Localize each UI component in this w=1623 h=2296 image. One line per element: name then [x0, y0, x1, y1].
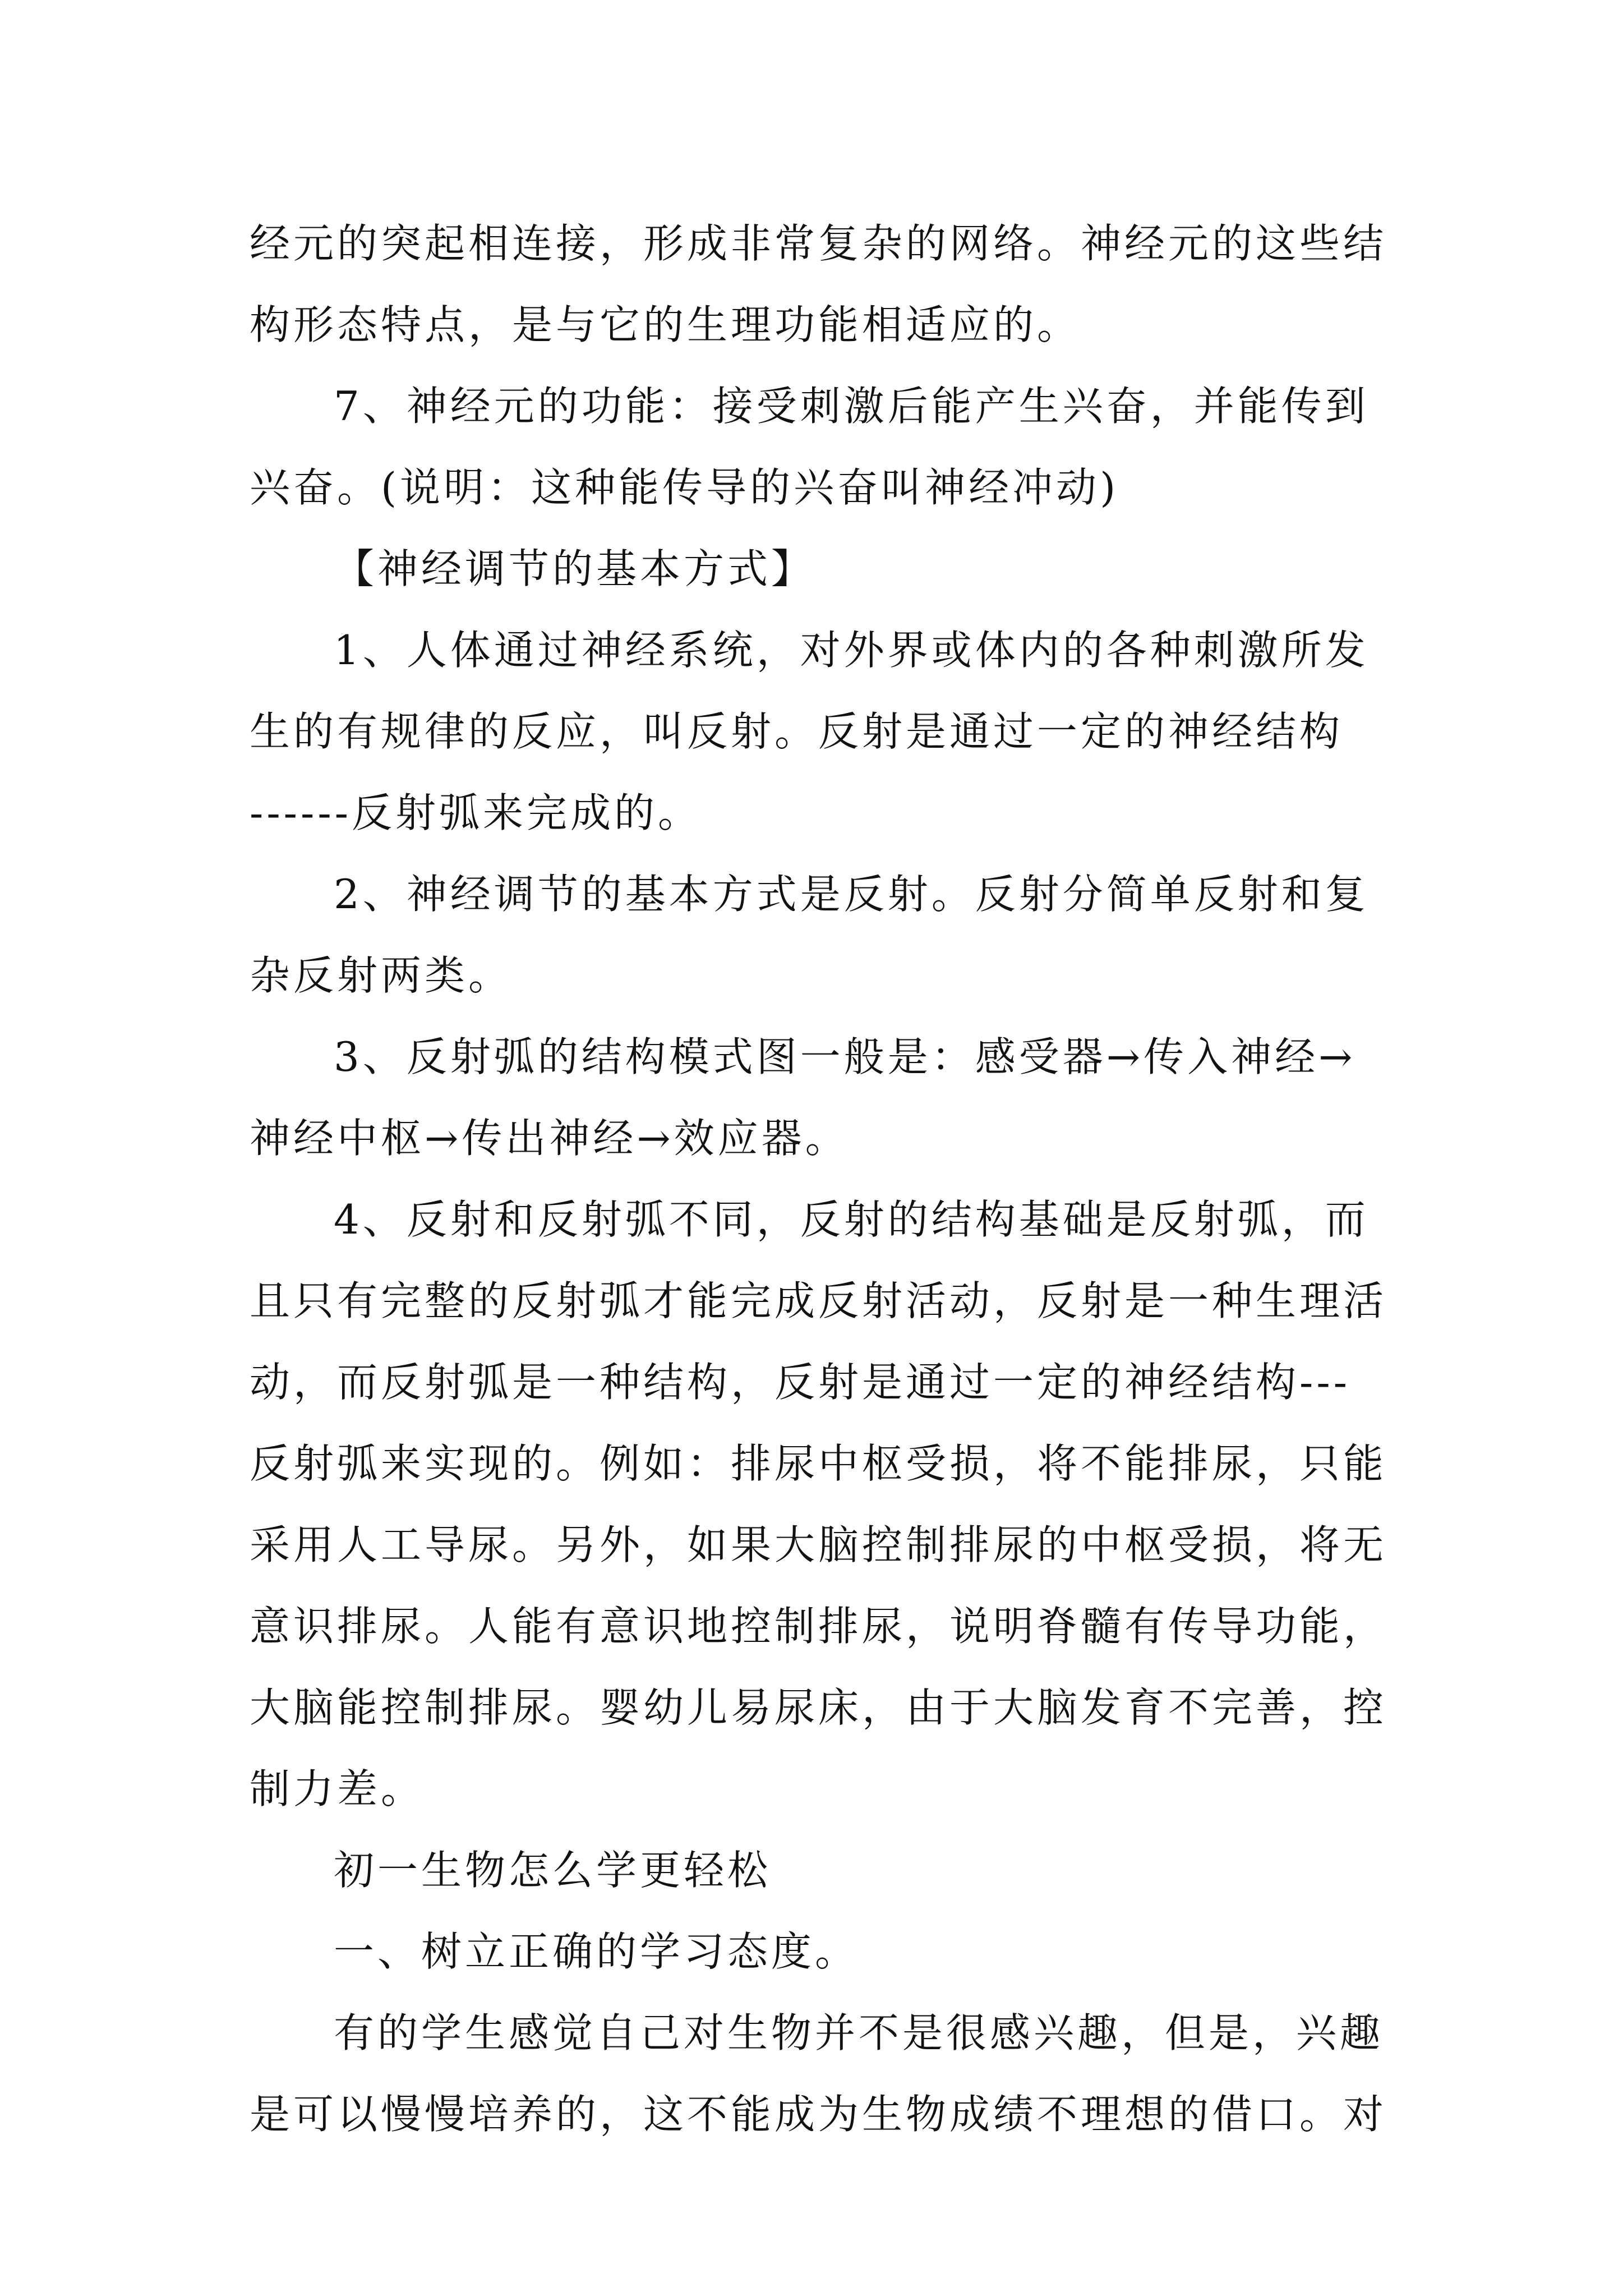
text-line: 是可以慢慢培养的，这不能成为生物成绩不理想的借口。对 [250, 2091, 1387, 2138]
text-line: 杂反射两类。 [250, 952, 513, 999]
text-line: 制力差。 [250, 1765, 425, 1812]
text-line: 反射弧来实现的。例如：排尿中枢受损，将不能排尿，只能 [250, 1440, 1387, 1487]
text-line: 神经中枢→传出神经→效应器。 [250, 1115, 849, 1162]
text-line: ------反射弧来完成的。 [250, 789, 702, 836]
text-line: 有的学生感觉自己对生物并不是很感兴趣，但是，兴趣 [334, 2009, 1384, 2056]
text-line: 4、反射和反射弧不同，反射的结构基础是反射弧，而 [334, 1196, 1369, 1243]
document-body [250, 203, 1387, 2155]
text-line: 7、神经元的功能：接受刺激后能产生兴奋，并能传到 [334, 383, 1369, 430]
section-heading: 【神经调节的基本方式】 [334, 545, 815, 592]
section-heading: 初一生物怎么学更轻松 [334, 1847, 772, 1894]
text-line: 经元的突起相连接，形成非常复杂的网络。神经元的这些结 [250, 220, 1387, 267]
text-line: 采用人工导尿。另外，如果大脑控制排尿的中枢受损，将无 [250, 1521, 1387, 1568]
text-line: 3、反射弧的结构模式图一般是：感受器→传入神经→ [334, 1033, 1356, 1080]
text-line: 动，而反射弧是一种结构，反射是通过一定的神经结构--- [250, 1359, 1350, 1406]
text-line: 1、人体通过神经系统，对外界或体内的各种刺激所发 [334, 627, 1369, 674]
text-line: 兴奋。(说明：这种能传导的兴奋叫神经冲动) [250, 464, 1119, 511]
text-line: 2、神经调节的基本方式是反射。反射分简单反射和复 [334, 871, 1369, 918]
subsection-heading: 一、树立正确的学习态度。 [334, 1928, 859, 1975]
text-line: 构形态特点，是与它的生理功能相适应的。 [250, 301, 1081, 348]
text-line: 且只有完整的反射弧才能完成反射活动，反射是一种生理活 [250, 1277, 1387, 1324]
text-line: 意识排尿。人能有意识地控制排尿，说明脊髓有传导功能， [250, 1603, 1387, 1650]
text-line: 生的有规律的反应，叫反射。反射是通过一定的神经结构 [250, 708, 1344, 755]
text-line: 大脑能控制排尿。婴幼儿易尿床，由于大脑发育不完善，控 [250, 1684, 1387, 1731]
